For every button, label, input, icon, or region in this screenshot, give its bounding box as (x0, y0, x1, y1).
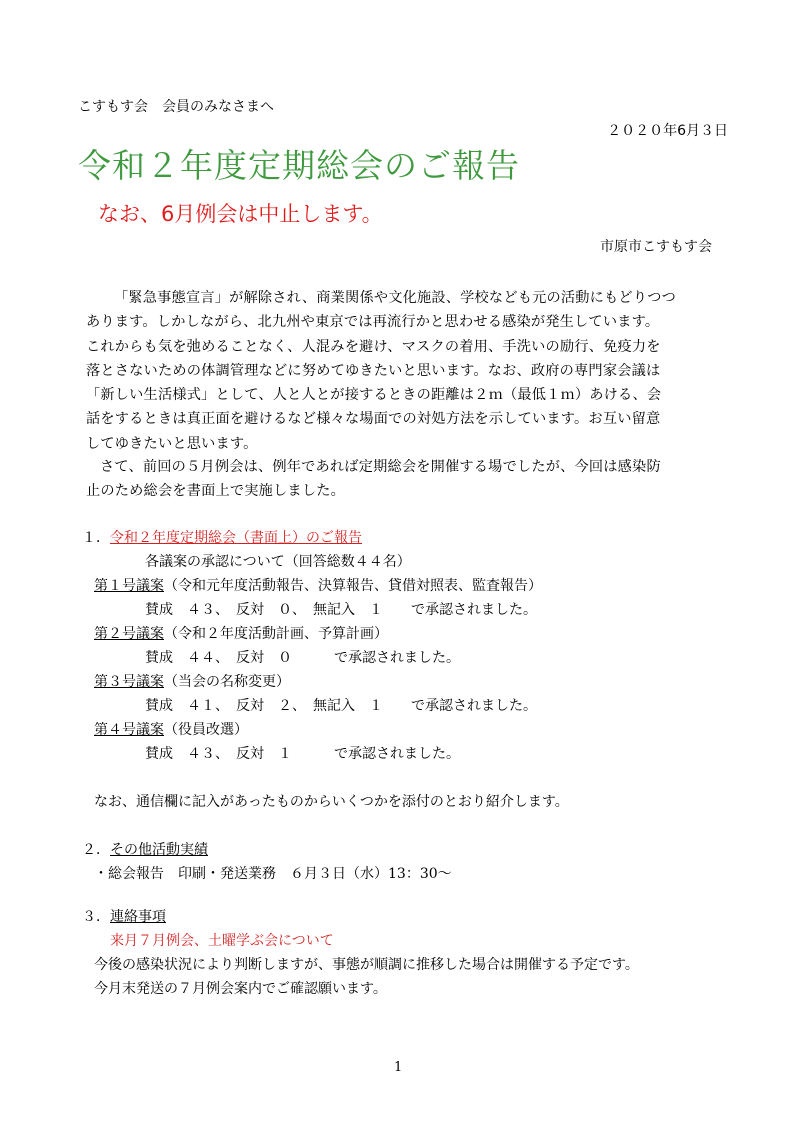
section-title: 令和２年度定期総会（書面上）のご報告 (110, 530, 362, 546)
agenda-item-2 (94, 623, 388, 643)
agenda-item-1 (94, 575, 542, 595)
agenda-result-3: 賛成 ４１、 反対 ２、 無記入 １ で承認されました。 (145, 698, 537, 714)
document-subtitle: なお、6月例会は中止します。 (98, 202, 383, 226)
document-date: ２０２０年6月３日 (607, 123, 728, 139)
agenda-label: 第２号議案 (94, 626, 164, 642)
notice-highlight: 来月７月例会、土曜学ぶ会について (110, 933, 334, 949)
agenda-result-2: 賛成 ４４、 反対 ０ で承認されました。 (145, 650, 460, 666)
text-line: 「緊急事態宣言」が解除され、商業関係や文化施設、学校なども元の活動にもどりつつ (114, 290, 676, 306)
section-number: ２． (82, 842, 110, 858)
intro-paragraph-1 (86, 286, 730, 456)
intro-paragraph-2 (86, 455, 730, 504)
section-3-heading (82, 906, 166, 926)
agenda-label: 第３号議案 (94, 674, 164, 690)
agenda-label: 第１号議案 (94, 578, 164, 594)
text-line: 止のため総会を書面上で実施しました。 (86, 483, 345, 500)
agenda-desc: （令和元年度活動報告、決算報告、貸借対照表、監査報告） (164, 578, 542, 594)
agenda-result-1: 賛成 ４３、 反対 ０、 無記入 １ で承認されました。 (145, 602, 537, 618)
approval-summary: 各議案の承認について（回答総数４４名） (145, 554, 411, 570)
agenda-desc: （役員改選） (164, 722, 248, 738)
agenda-label: 第４号議案 (94, 722, 164, 738)
agenda-result-4: 賛成 ４３、 反対 １ で承認されました。 (145, 746, 460, 762)
agenda-desc: （当会の名称変更） (164, 674, 290, 690)
section-title: 連絡事項 (110, 909, 166, 925)
text-line: これからも気を弛めることなく、人混みを避け、マスクの着用、手洗いの励行、免疫力を (86, 338, 661, 355)
addressee: こすもす会 会員のみなさまへ (78, 99, 274, 115)
text-line: してゆきたいと思います。 (86, 435, 258, 452)
text-line: 話をするときは真正面を避けるなど様々な場面での対処方法を示しています。お互い留意 (86, 411, 661, 428)
section-1-heading (82, 527, 362, 547)
document-title: 令和２年度定期総会のご報告 (78, 146, 520, 185)
organization-name: 市原市こすもす会 (600, 239, 712, 255)
agenda-item-4 (94, 719, 248, 739)
text-line: さて、前回の５月例会は、例年であれば定期総会を開催する場でしたが、今回は感染防 (100, 459, 661, 475)
page-number: 1 (394, 1060, 403, 1075)
section-number: １． (82, 530, 110, 546)
section-title: その他活動実績 (110, 842, 208, 858)
text-line: あります。しかしながら、北九州や東京では再流行かと思わせる感染が発生しています。 (86, 314, 660, 331)
section-2-heading (82, 839, 208, 859)
notice-line-2: 今月末発送の７月例会案内でご確認願います。 (94, 981, 387, 997)
text-line: 落とさないための体調管理などに努めてゆきたいと思います。なお、政府の専門家会議は (86, 362, 661, 379)
agenda-desc: （令和２年度活動計画、予算計画） (164, 626, 388, 642)
text-line: 「新しい生活様式」として、人と人とが接するときの距離は２ｍ（最低１ｍ）あける、会 (86, 387, 662, 404)
notice-line-1: 今後の感染状況により判断しますが、事態が順調に推移した場合は開催する予定です。 (94, 957, 639, 973)
activity-item: ・総会報告 印刷・発送業務 ６月３日（水）13：30〜 (94, 866, 452, 882)
section-number: ３． (82, 909, 110, 925)
section-1-note: なお、通信欄に記入があったものからいくつかを添付のとおり紹介します。 (94, 794, 569, 810)
agenda-item-3 (94, 671, 290, 691)
